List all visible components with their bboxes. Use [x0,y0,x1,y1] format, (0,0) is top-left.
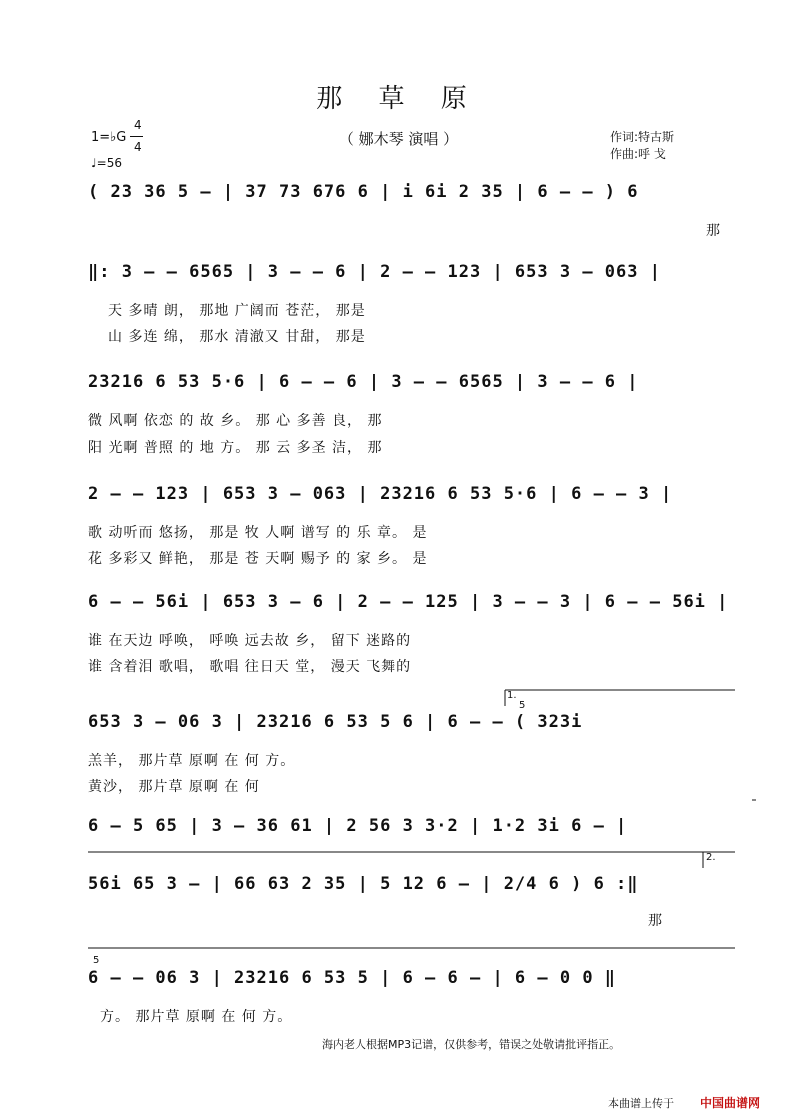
pickup-lyric: 那 [648,913,663,929]
music-line: 23216 6 53 5·6 | 6 – – 6 | 3 – – 6565 | 3 – – 6 | [88,372,639,392]
key-signature: 1=♭G [91,130,127,145]
music-line: 56i 65 3 – | 66 63 2 35 | 5 12 6 – | 2/4 6 ) 6 :‖ [88,874,639,894]
music-line: 2 – – 123 | 653 3 – 063 | 23216 6 53 5·6 | 6 – – 3 | [88,484,673,504]
song-title: 那 草 原 [316,84,481,114]
music-line: 653 3 – 06 3 | 23216 6 53 5 6 | 6 – – ( 323i [88,712,583,732]
grace-note: 5 [519,700,526,711]
grace-note: 5 [93,955,100,966]
transcription-note: 海内老人根据MP3记谱，仅供参考，错误之处敬请批评指正。 [322,1038,621,1051]
lyric-verse-1: 歌 动听而 悠扬， 那是 牧 人啊 谱写 的 乐 章。 是 [88,525,428,541]
music-line: ‖: 3 – – 6565 | 3 – – 6 | 2 – – 123 | 653 3 – 063 | [88,262,661,282]
lyric-verse-2: 黄沙， 那片草 原啊 在 何 [88,779,260,795]
lyric-verse-1: 谁 在天边 呼唤， 呼唤 远去故 乡， 留下 迷路的 [88,633,412,649]
pickup-lyric: 那 [706,223,721,239]
music-line: ( 23 36 5 – | 37 73 676 6 | i 6i 2 35 | 6 – – ) 6 [88,182,639,202]
lyric-verse-2: 阳 光啊 普照 的 地 方。 那 云 多圣 洁， 那 [88,440,383,456]
composer-credit: 作曲:呼 戈 [610,147,666,161]
upload-credit: 本曲谱上传于 [608,1097,674,1110]
lyric-verse-1: 羔羊， 那片草 原啊 在 何 方。 [88,753,296,769]
volta-second-ending: 2. [706,852,716,863]
lyric-verse-2: 花 多彩又 鲜艳， 那是 苍 天啊 赐予 的 家 乡。 是 [88,551,428,567]
music-line: 6 – – 56i | 653 3 – 6 | 2 – – 125 | 3 – – 3 | 6 – – 56i | [88,592,729,612]
tempo-marking: ♩=56 [91,156,122,170]
lyric-verse-1: 微 风啊 依恋 的 故 乡。 那 心 多善 良， 那 [88,413,383,429]
site-logo[interactable]: 中国曲谱网 [700,1096,761,1110]
time-signature-numerator: 4 [134,118,142,132]
music-line: 6 – – 06 3 | 23216 6 53 5 | 6 – 6 – | 6 – 0 0 ‖ [88,968,617,988]
singer-credit: （ 娜木琴 演唱 ） [338,130,459,148]
lyricist-credit: 作词:特古斯 [610,130,675,144]
lyric-verse-1: 天 多晴 朗， 那地 广阔而 苍茫， 那是 [108,303,366,319]
time-signature-denominator: 4 [134,140,142,154]
lyric-verse-2: 谁 含着泪 歌唱， 歌唱 往日天 堂， 漫天 飞舞的 [88,659,412,675]
lyric-verse-2: 山 多连 绵， 那水 清澈又 甘甜， 那是 [108,329,366,345]
lyric-verse-1: 方。 那片草 原啊 在 何 方。 [100,1009,293,1025]
music-line: 6 – 5 65 | 3 – 36 61 | 2 56 3 3·2 | 1·2 3i 6 – | [88,816,628,836]
volta-first-ending: 1. [507,690,517,701]
